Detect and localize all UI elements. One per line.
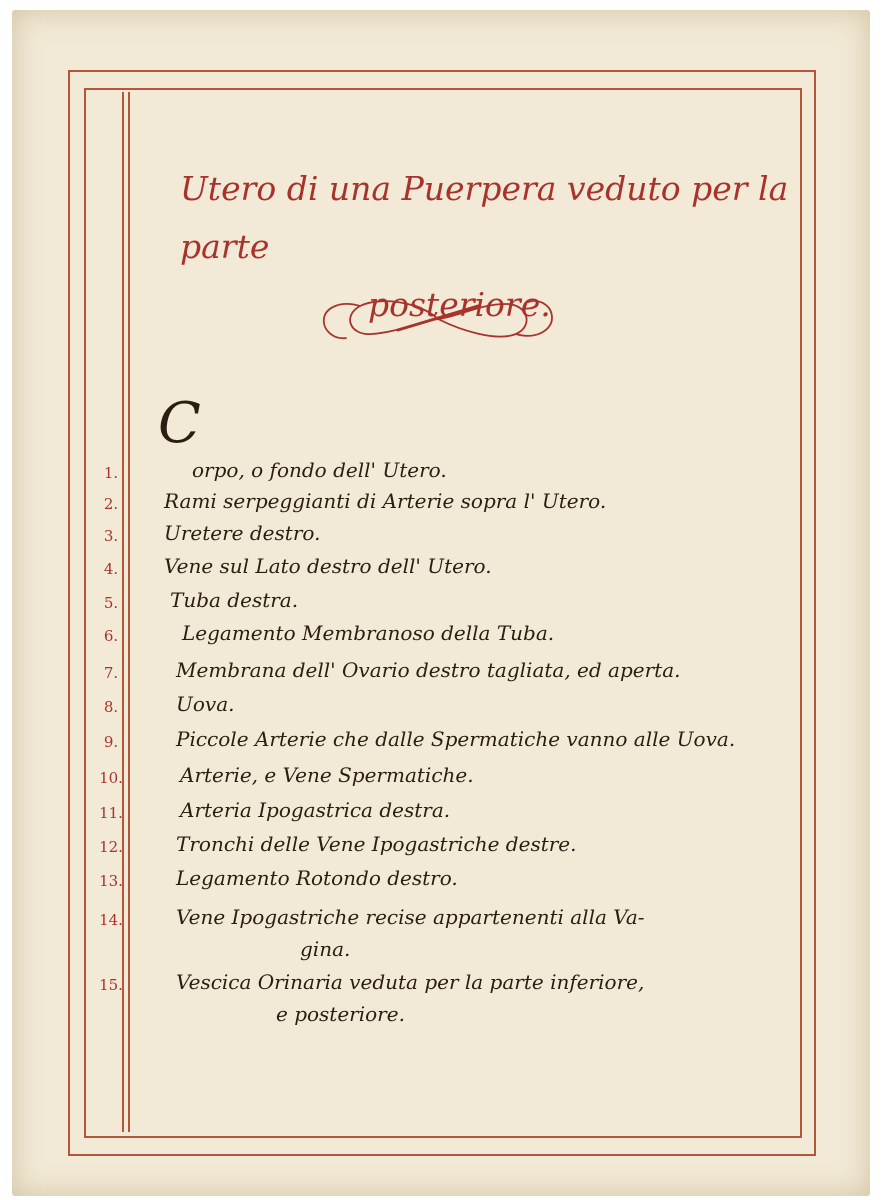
item-number: 2. <box>103 495 119 513</box>
item-text-continuation: gina. <box>300 937 351 961</box>
item-text: Arteria Ipogastrica destra. <box>180 798 451 822</box>
item-text: Membrana dell' Ovario destro tagliata, ed aperta. <box>176 658 681 682</box>
margin-rule <box>128 92 130 1132</box>
item-number: 6. <box>103 627 119 645</box>
item-number: 8. <box>103 698 119 716</box>
item-text: Uretere destro. <box>164 521 321 545</box>
item-number: 12. <box>99 838 123 856</box>
item-text: orpo, o fondo dell' Utero. <box>192 458 447 482</box>
item-text: Uova. <box>176 692 235 716</box>
item-text: Legamento Membranoso della Tuba. <box>182 621 555 645</box>
title-line-1: Utero di una Puerpera veduto per la parte <box>180 169 789 266</box>
item-text-continuation: e posteriore. <box>276 1002 405 1026</box>
item-number: 15. <box>99 976 123 994</box>
item-text: Rami serpeggianti di Arterie sopra l' Utero. <box>164 489 607 513</box>
decorated-initial: C <box>158 391 201 456</box>
item-text: Tronchi delle Vene Ipogastriche destre. <box>176 832 577 856</box>
item-number: 1. <box>103 464 119 482</box>
title-line-2: posteriore. <box>368 285 551 324</box>
item-text: Tuba destra. <box>170 588 299 612</box>
item-number: 3. <box>103 527 119 545</box>
item-number: 5. <box>103 594 119 612</box>
item-text: Piccole Arterie che dalle Spermatiche vanno alle Uova. <box>176 727 736 751</box>
item-number: 11. <box>99 804 123 822</box>
calligraphic-flourish-icon <box>320 292 556 346</box>
item-text: Arterie, e Vene Spermatiche. <box>180 763 474 787</box>
item-number: 13. <box>99 872 123 890</box>
item-text: Vescica Orinaria veduta per la parte inferiore, <box>176 970 645 994</box>
item-number: 14. <box>99 911 123 929</box>
item-number: 10. <box>99 769 123 787</box>
item-text: Vene sul Lato destro dell' Utero. <box>164 554 492 578</box>
item-text: Vene Ipogastriche recise appartenenti alla Va- <box>176 905 645 929</box>
item-text: Legamento Rotondo destro. <box>176 866 458 890</box>
item-number: 4. <box>103 560 119 578</box>
item-number: 7. <box>103 664 119 682</box>
item-number: 9. <box>103 733 119 751</box>
